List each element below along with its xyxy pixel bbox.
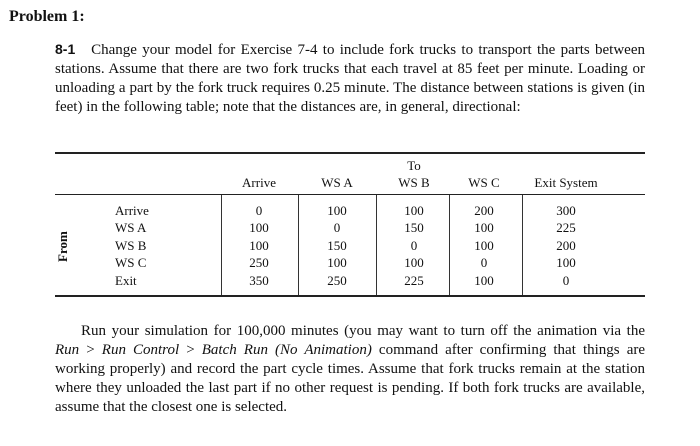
table-cell: 100 — [249, 220, 269, 235]
table-cell: 100 — [327, 203, 347, 218]
table-cell: 350 — [249, 273, 269, 288]
table-cell: 100 — [404, 203, 424, 218]
column-header: WS B — [398, 175, 430, 190]
table-cell: 100 — [474, 220, 494, 235]
table-cell: 100 — [474, 273, 494, 288]
table-cell: 100 — [404, 255, 424, 270]
column-header: WS C — [468, 175, 500, 190]
table-top-rule — [55, 152, 645, 154]
menu-separator: > — [179, 342, 202, 358]
divider — [221, 195, 222, 295]
exercise-text: Change your model for Exercise 7-4 to include fork trucks to transport the parts between stations. Assume that there are two fork trucks that each travel at 85 feet per minute. Loading or unloading a part by the fork truck requires 0.25 minute. The distance between stations is given (in feet) in the following table; note that the distances are, in general, directional: — [55, 42, 646, 115]
table-cell: 0 — [410, 238, 418, 253]
row-label: Exit — [115, 273, 137, 288]
table-cell: 100 — [474, 238, 494, 253]
row-label: Arrive — [115, 203, 149, 218]
table-cell: 300 — [556, 203, 576, 218]
divider — [298, 195, 299, 295]
column-header: Arrive — [242, 175, 276, 190]
table-bottom-rule — [55, 295, 645, 297]
row-label: WS B — [115, 238, 147, 253]
table-cell: 225 — [404, 273, 424, 288]
table-cell: 100 — [249, 238, 269, 253]
header-rule — [55, 194, 645, 195]
column-header: Exit System — [534, 175, 598, 190]
table-cell: 200 — [556, 238, 576, 253]
to-label: To — [407, 158, 421, 173]
table-cell: 250 — [249, 255, 269, 270]
divider — [376, 195, 377, 295]
column-header: WS A — [321, 175, 353, 190]
menu-batch-run: Batch Run (No Animation) — [201, 342, 372, 358]
table-cell: 0 — [562, 273, 570, 288]
table-cell: 0 — [333, 220, 341, 235]
table-cell: 150 — [404, 220, 424, 235]
table-cell: 250 — [327, 273, 347, 288]
row-label: WS C — [115, 255, 147, 270]
table-cell: 100 — [556, 255, 576, 270]
row-label: WS A — [115, 220, 147, 235]
divider — [522, 195, 523, 295]
instructions-text: command after confirming that things are working properly) and record the part cycle times. Assume that fork trucks remain at the station where they unloaded the last part if no other request is pending. If both fork trucks are available, assume that the closest one is selected. — [55, 342, 646, 415]
from-label: From — [55, 231, 70, 262]
instructions-text: Run your simulation for 100,000 minutes (you may want to turn off the animation via the — [81, 323, 645, 339]
exercise-paragraph — [55, 40, 645, 117]
table-cell: 0 — [255, 203, 263, 218]
instructions-paragraph — [55, 322, 645, 417]
table-cell: 100 — [327, 255, 347, 270]
menu-separator: > — [79, 342, 102, 358]
table-cell: 225 — [556, 220, 576, 235]
table-cell: 150 — [327, 238, 347, 253]
table-cell: 200 — [474, 203, 494, 218]
table-cell: 0 — [480, 255, 488, 270]
divider — [449, 195, 450, 295]
exercise-number: 8-1 — [55, 41, 76, 57]
menu-run-control: Run Control — [101, 342, 180, 358]
problem-title: Problem 1: — [9, 8, 85, 25]
menu-run: Run — [55, 342, 80, 358]
